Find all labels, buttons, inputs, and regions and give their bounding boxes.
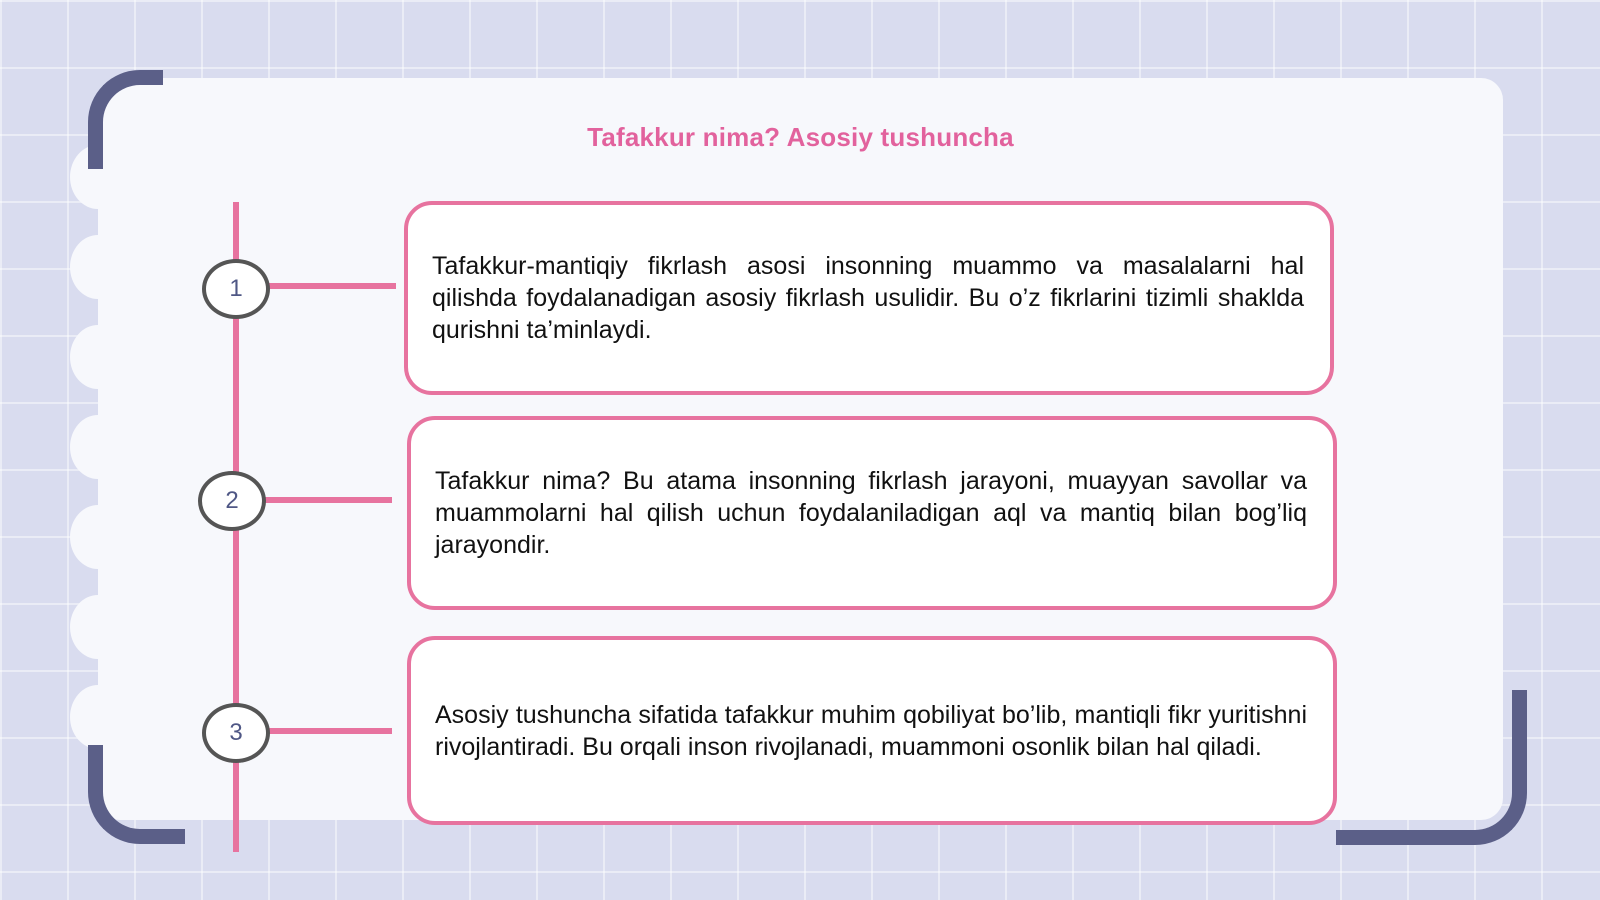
step-number-circle xyxy=(202,259,270,319)
step-text: Asosiy tushuncha sifatida tafakkur muhim qobiliyat bo’lib, mantiqli fikr yuritishni rivojlantiradi. Bu orqali inson rivojlanadi, muammoni osonlik bilan hal qiladi. xyxy=(435,700,1307,761)
notebook-edge-scallop xyxy=(70,415,126,479)
notebook-edge-scallop xyxy=(70,595,126,659)
step-text: Tafakkur-mantiqiy fikrlash asosi insonning muammo va masalalarni hal qilishda foydalanadigan asosiy fikrlash usulidir. Bu o’z fikrlarini tizimli shaklda qurishni ta’minlaydi. xyxy=(432,252,1304,344)
step-connector xyxy=(262,497,392,503)
corner-bracket-bottom-left xyxy=(88,745,185,844)
step-number: 3 xyxy=(229,719,243,746)
step-text: Tafakkur nima? Bu atama insonning fikrlash jarayoni, muayyan savollar va muammolarni hal qilish uchun foydalaniladigan aql va mantiq bilan bog’liq jarayondir. xyxy=(435,467,1307,559)
notebook-edge-scallop xyxy=(70,505,126,569)
step-number-circle xyxy=(198,471,266,531)
step-number: 1 xyxy=(229,275,243,302)
notebook-edge-scallop xyxy=(70,235,126,299)
step-box xyxy=(404,201,1334,395)
step-number: 2 xyxy=(225,487,239,514)
notebook-edge-scallop xyxy=(70,325,126,389)
step-connector xyxy=(266,728,392,734)
step-number-circle xyxy=(202,703,270,763)
step-box xyxy=(407,416,1337,610)
corner-bracket-top-left xyxy=(88,70,163,169)
corner-bracket-bottom-right xyxy=(1336,690,1527,845)
slide-title: Tafakkur nima? Asosiy tushuncha xyxy=(587,122,1014,152)
notebook-edge-scallop xyxy=(70,685,126,749)
step-box xyxy=(407,636,1337,825)
step-connector xyxy=(266,283,396,289)
